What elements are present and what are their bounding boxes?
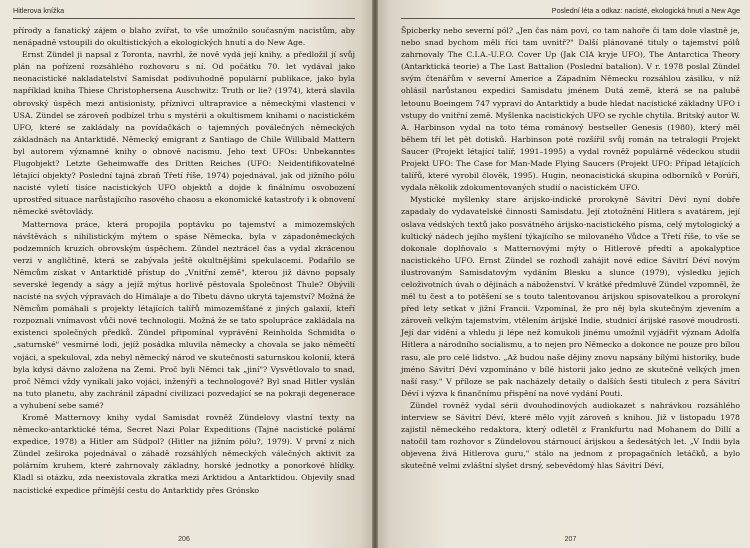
left-page-body	[13, 25, 355, 497]
running-header-left: Hitlerova knížka	[13, 4, 355, 19]
page-number-left: 206	[178, 536, 190, 543]
page-number-right: 207	[564, 536, 577, 543]
paragraph: Kromě Matternovy knihy vydal Samisdat rovněž Zündelovy vlastní texty na německo-antarktické téma, Secret Nazi Polar Expeditions (Tajné nacistické polární expedice, 1978) a Hitler am Südpol? (Hitler na jižním pólu?, 1979). V první z nich Zündel zeširoka pojednával o záhadě rozsáhlých německých válečných aktivit za polárním kruhem, které zahrnovaly základny, horské jednotky a ponorkové hlídky. Kladl si otázku, zda neexistovala zkratka mezi Arktidou a Antarktidou. Objevily snad nacistické expedice přímější cestu do Antarktidy přes Grónsko	[13, 413, 355, 495]
paragraph: Ernst Zündel ji napsal z Toronta, navrhl, že nově vydá její knihy, a předložil jí svůj plán na pořízení rozsáhlého rozhovoru s ní. Od počátku 70. let vydával jako neonacistické nakladatelství Samisdat podivuhodně populární publikace, jako byla například kniha Thiese Christophersena Auschwitz: Truth or lie? (1974), která slavila obrovský úspěch mezi antisionisty, příznivci ultrapravice a německými vlastenci v USA. Zündel se zároveň podbízel trhu s mystérii a okultismem knihami o nacistickém UFO, které se zakládaly na povídačkách o tajemných poválečných německých základnách na Antarktidě. Německý emigrant z Santiago de Chile Willibald Mattern byl autorem významné knihy o obnově nacismu. Jeho text UFOs: Unbekanntes Flugobjekt? Letzte Geheimwaffe des Dritten Reiches (UFO: Neidentifikovatelné létající objekty? Poslední tajná zbraň Třetí říše, 1974) pojednával, jak od jižního pólu nacisté vyletí tisíce nacistických UFO objektů a dojde k finálnímu osvobození uprostřed situace narůstajícího rasového chaosu a ekonomické katastrofy i k obnovení německé světovlády.	[13, 50, 355, 217]
paragraph: Matternova práce, která propojila poptávku po tajemství a mimozemských návštěvách s nihilistickým mýtem o spáse Německa, byla v západoněmeckých podzemních kruzích obrovským úspěchem. Zündel neztrácel čas a vydal zkrácenou verzi v angličtině, která se zabývala ještě okultnějšími spekulacemi. Podařilo se Němcům získat v Antarktidě přístup do „Vnitřní země", kterou již dávno popsaly severské legendy a ságy a jejíž mýtus horlivě pěstovala Společnost Thule? Obývili nacisté na svých výpravách do Himálaje a do Tibetu dávno ukrytá tajemství? Možná že Němcům pomáhali s projekty létajících talířů mimozemšťané z jiných galaxií, kteří rozpoznali vnímavost vůči nové technologii. Možná že se tato spolupráce zakládala na existenci společných předků. Zündel připomínal vyprávění Reinholda Schmidta o „saturnské" vesmírné lodi, jejíž posádka mluvila německy a chovala se jako němečtí vojáci, a spekuloval, zda nebyl německý národ ve skutečnosti saturnskou kolonií, která byla kdysi dávno založena na Zemi. Proč byli Němci tak „jiní"? Vysvětlovalo to snad, proč Němci vždy vynikali jako vojáci, inženýři a technologové? Byl snad Hitler vyslán na tuto planetu, aby zachránil západní civilizaci pozvedající se na pokraji degenerace a vyhubení sebe samé?	[13, 219, 355, 410]
paragraph: Špicberky nebo severní pól? „Jen čas nám poví, co tam nahoře či tam dole vlastně je, nebo snad bychom měli říci tam uvnitř?" Další plánované tituly o tajemství pólů zahrnovaly The C.I.A.-U.F.O. Cover Up (Jak CIA kryje UFO), The Antarctica Theory (Antarktická teorie) a The Last Battalion (Poslední batalion). V r. 1978 poslal Zündel svým čtenářům v severní Americe a Západním Německu rozsáhlou zásilku, v níž ohlásil narůstanou expedici Samisdatu jménem Dutá země, která se na palubě letounu Boeingem 747 vypraví do Antarktidy a bude hledat nacistické základny UFO i vstupy do vnitřní země. Myšlenka nacistických UFO se rychle chytila. Britský autor W. A. Harbinson vydal na toto téma románový bestseller Genesis (1980), který měl během tří let pět dotisků. Harbinson poté rozšířil svůj román na tetralogii Projekt Saucer (Projekt létající talíř, 1991–1995) a vydal rovněž populárně vědeckou studii Projekt UFO: The Case for Man-Made Flying Saucers (Projekt UFO: Případ létajících talířů, které vyrobil člověk, 1995). Hugin, neonacistická skupina odborníků v Porúří, vydala několik zdokumentovaných studií o nacistickém UFO.	[401, 26, 740, 193]
book-gutter	[372, 0, 378, 548]
paragraph: přírody a fanatický zájem o blaho zvířat, to vše umožnilo současným nacistům, aby nenápadně vstoupili do okultistických a ekologických hnutí a do New Age.	[13, 26, 355, 48]
paragraph: Zündel rovněž vydal sérii dvouhodinových audiokazet s nahrávkou rozsáhlého interview se Sávitrí Déví, které mělo vyjít zároveň s knihou. Již v listopadu 1978 zajistil německého redaktora, který odletěl z Frankfurtu nad Mohanem do Dillí a natočil tam rozhovor s Zündelovou stárnoucí árijskou a šedesátých let. „V Indii byla objevena živá Hitlerova guru," stálo na jednom z propagačních letáčků, a bylo skutečně velmi zvláštní slyšet drsný, sebevědomý hlas Sávitrí Déví,	[401, 400, 740, 471]
running-header-right: Poslední léta a odkaz: nacisté, ekologická hnutí a New Age	[401, 4, 740, 19]
right-page-body	[401, 25, 740, 472]
right-page	[375, 0, 750, 548]
paragraph: Mystické myšlenky stare árijsko-indické prorokyně Sávitrí Déví nyní dobře zapadaly do vydavatelské činnosti Samisdatu. Její ztotožnění Hitlera s avatárem, její oslava védských textů jako posvátného árijsko-nacistického písma, celý mytologický a kultický nádech jejího myšlení týkajícího se milovaného Vůdce a Třetí říše, to vše se dokonale doplňovalo s Matternovými mýty o Hitlerově předtí a apokalyptice nacistického UFO. Ernst Zündel se rozhodl zahájit nové edice Sávitrí Déví novým ilustrovaným Samisdatovým vydáním Blesku a slunce (1979), výsledku jejích celoživotních úvah o dějinách a náboženství. V krátké předmluvě Zündel vzpomněl, že měl tu čest a to potěšení se s touto talentovanou árijskou spisovatelkou a prorokyní před lety setkat v jižní Francii. Vzpomínal, že pro něj byla skutečným zjevením a zároveň velkým tajemstvím, vtělením árijské Indie, studnicí árijské rasové moudrosti. Její dar vidění a vhledu ji lépe než komukoli jinému umožnil vyjádřit význam Adolfa Hitlera a národního socialismu, a to nejen pro Německo a dokonce ne pouze pro bílou rasu, ale pro celé lidstvo. „Až budou naše dějiny znovu napsány bílými historiky, bude jméno Sávitrí Déví vzpomínáno v bílé historii jako jedno ze skutečně velkých jmen naší rasy." V příloze se pak nacházely detaily o dalších šesti titulech z pera Sávitrí Déví i výzva k finančnímu přispění na nové vydání Pouti.	[401, 195, 740, 398]
